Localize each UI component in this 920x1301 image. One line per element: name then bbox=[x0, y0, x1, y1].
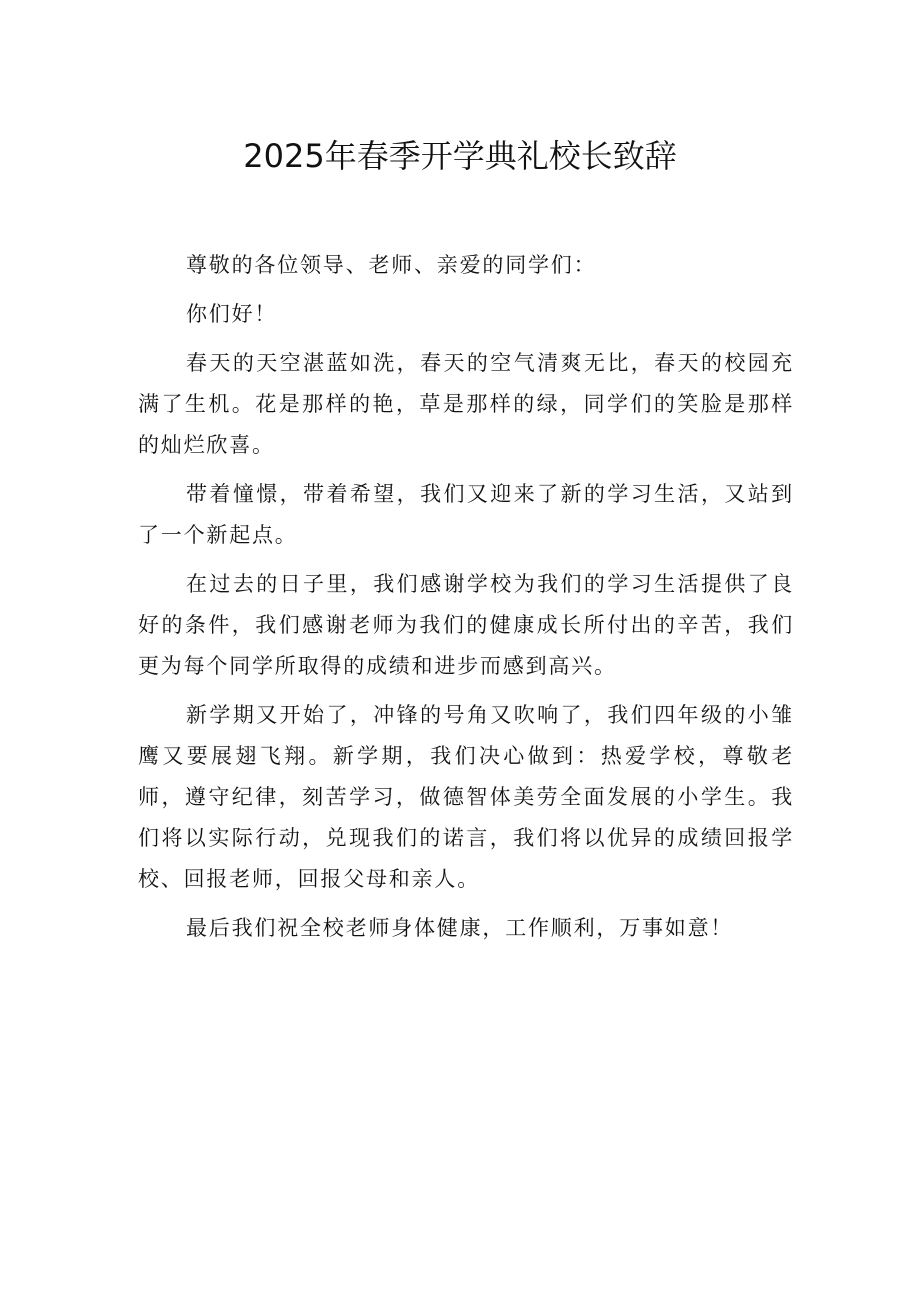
paragraph-greeting: 你们好！ bbox=[186, 302, 278, 326]
paragraph-gratitude: 在过去的日子里，我们感谢学校为我们的学习生活提供了良好的条件，我们感谢老师为我们的健康成长所付出的辛苦，我们更为每个同学所取得的成绩和进步而感到高兴。 bbox=[138, 572, 794, 678]
paragraph-closing-wishes: 最后我们祝全校老师身体健康，工作顺利，万事如意！ bbox=[186, 916, 734, 940]
paragraph-new-start: 带着憧憬，带着希望，我们又迎来了新的学习生活，又站到了一个新起点。 bbox=[138, 482, 794, 547]
document-body bbox=[138, 245, 794, 957]
paragraph-salutation: 尊敬的各位领导、老师、亲爱的同学们： bbox=[186, 253, 597, 277]
paragraph-resolution: 新学期又开始了，冲锋的号角又吹响了，我们四年级的小雏鹰又要展翅飞翔。新学期，我们决心做到：热爱学校，尊敬老师，遵守纪律，刻苦学习，做德智体美劳全面发展的小学生。我们将以实际行动，兑现我们的诺言，我们将以优异的成绩回报学校、回报老师，回报父母和亲人。 bbox=[138, 703, 794, 891]
paragraph-spring: 春天的天空湛蓝如洗，春天的空气清爽无比，春天的校园充满了生机。花是那样的艳，草是那样的绿，同学们的笑脸是那样的灿烂欣喜。 bbox=[138, 351, 794, 457]
document-title: 2025年春季开学典礼校长致辞 bbox=[243, 137, 677, 175]
